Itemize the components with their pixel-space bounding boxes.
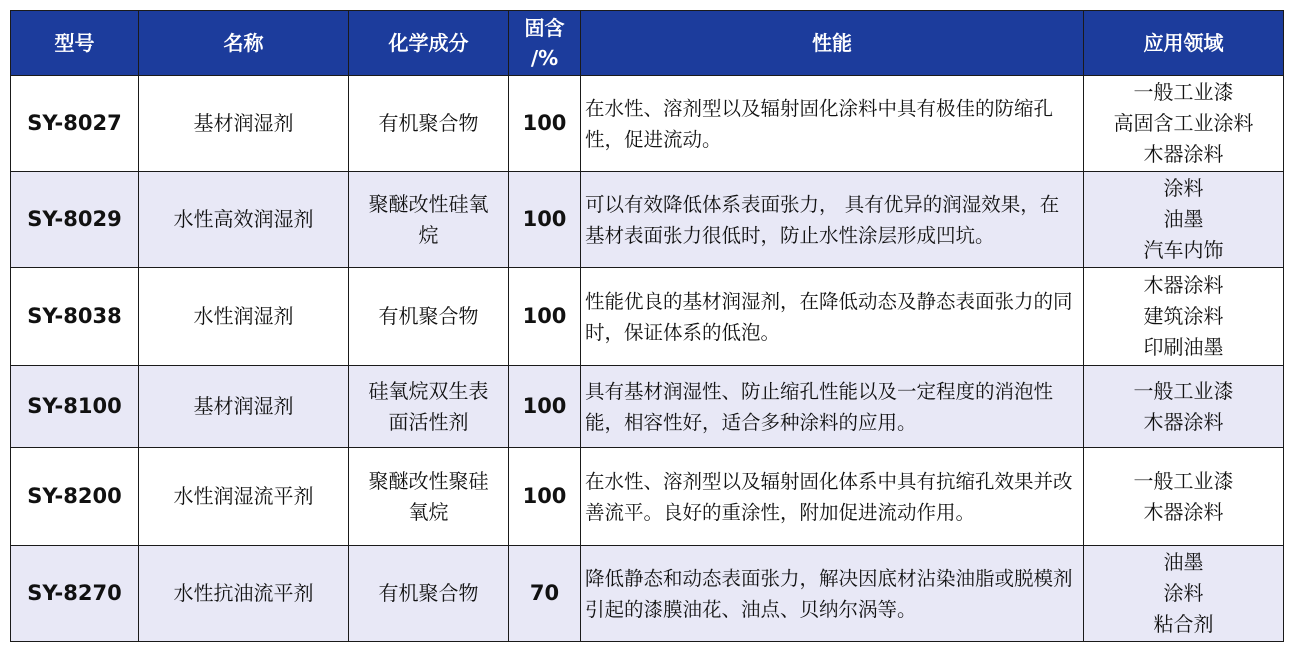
cell-application [1084, 76, 1284, 172]
cell-chemistry: 有机聚合物 [349, 76, 509, 172]
application-item: 木器涂料 [1143, 409, 1224, 434]
cell-chemistry: 聚醚改性硅氧烷 [349, 172, 509, 268]
application-item: 一般工业漆 [1133, 80, 1234, 104]
cell-chemistry: 有机聚合物 [349, 546, 509, 642]
table-row [11, 448, 1284, 546]
cell-chemistry: 硅氧烷双生表面活性剂 [349, 366, 509, 448]
cell-solid: 100 [509, 366, 581, 448]
cell-model: SY-8027 [11, 76, 139, 172]
cell-model: SY-8100 [11, 366, 139, 448]
application-item: 汽车内饰 [1143, 238, 1224, 262]
cell-model: SY-8029 [11, 172, 139, 268]
cell-performance: 具有基材润湿性、防止缩孔性能以及一定程度的消泡性能，相容性好，适合多种涂料的应用。 [581, 366, 1084, 448]
cell-application [1084, 268, 1284, 366]
cell-name: 水性抗油流平剂 [139, 546, 349, 642]
cell-application [1084, 172, 1284, 268]
application-item: 建筑涂料 [1143, 304, 1224, 328]
header-solid-content [509, 11, 581, 76]
cell-name: 水性润湿流平剂 [139, 448, 349, 546]
product-table-container [10, 10, 1284, 642]
table-row [11, 76, 1284, 172]
cell-performance: 可以有效降低体系表面张力， 具有优异的润湿效果，在基材表面张力很低时，防止水性涂层形成凹坑。 [581, 172, 1084, 268]
header-model: 型号 [11, 11, 139, 76]
table-row [11, 172, 1284, 268]
application-item: 一般工业漆 [1133, 468, 1234, 493]
application-item: 一般工业漆 [1133, 378, 1234, 403]
cell-solid: 100 [509, 76, 581, 172]
cell-performance: 在水性、溶剂型以及辐射固化涂料中具有极佳的防缩孔性，促进流动。 [581, 76, 1084, 172]
cell-chemistry: 有机聚合物 [349, 268, 509, 366]
application-item: 木器涂料 [1143, 273, 1224, 297]
cell-solid: 100 [509, 172, 581, 268]
application-item: 涂料 [1163, 581, 1204, 605]
application-item: 木器涂料 [1143, 499, 1224, 524]
header-performance: 性能 [581, 11, 1084, 76]
header-application: 应用领域 [1084, 11, 1284, 76]
application-item: 木器涂料 [1143, 142, 1224, 166]
cell-name: 水性高效润湿剂 [139, 172, 349, 268]
cell-performance: 性能优良的基材润湿剂，在降低动态及静态表面张力的同时，保证体系的低泡。 [581, 268, 1084, 366]
cell-model: SY-8200 [11, 448, 139, 546]
cell-application [1084, 366, 1284, 448]
table-row [11, 268, 1284, 366]
cell-solid: 100 [509, 448, 581, 546]
table-row [11, 366, 1284, 448]
cell-solid: 70 [509, 546, 581, 642]
header-solid-line2: /% [530, 46, 559, 70]
cell-performance: 降低静态和动态表面张力，解决因底材沾染油脂或脱模剂引起的漆膜油花、油点、贝纳尔涡等。 [581, 546, 1084, 642]
cell-model: SY-8270 [11, 546, 139, 642]
cell-name: 基材润湿剂 [139, 76, 349, 172]
application-item: 高固含工业涂料 [1113, 111, 1254, 135]
application-item: 油墨 [1163, 550, 1204, 574]
table-row [11, 546, 1284, 642]
cell-chemistry: 聚醚改性聚硅氧烷 [349, 448, 509, 546]
cell-solid: 100 [509, 268, 581, 366]
cell-application [1084, 546, 1284, 642]
header-chemistry: 化学成分 [349, 11, 509, 76]
application-item: 粘合剂 [1153, 612, 1214, 636]
application-item: 印刷油墨 [1143, 335, 1224, 359]
header-solid-line1: 固含 [524, 16, 565, 40]
cell-name: 水性润湿剂 [139, 268, 349, 366]
table-header-row [11, 11, 1284, 76]
cell-application [1084, 448, 1284, 546]
cell-model: SY-8038 [11, 268, 139, 366]
application-item: 油墨 [1163, 207, 1204, 231]
application-item: 涂料 [1163, 176, 1204, 200]
header-name: 名称 [139, 11, 349, 76]
cell-name: 基材润湿剂 [139, 366, 349, 448]
product-table [10, 10, 1284, 642]
cell-performance: 在水性、溶剂型以及辐射固化体系中具有抗缩孔效果并改善流平。良好的重涂性，附加促进流动作用。 [581, 448, 1084, 546]
